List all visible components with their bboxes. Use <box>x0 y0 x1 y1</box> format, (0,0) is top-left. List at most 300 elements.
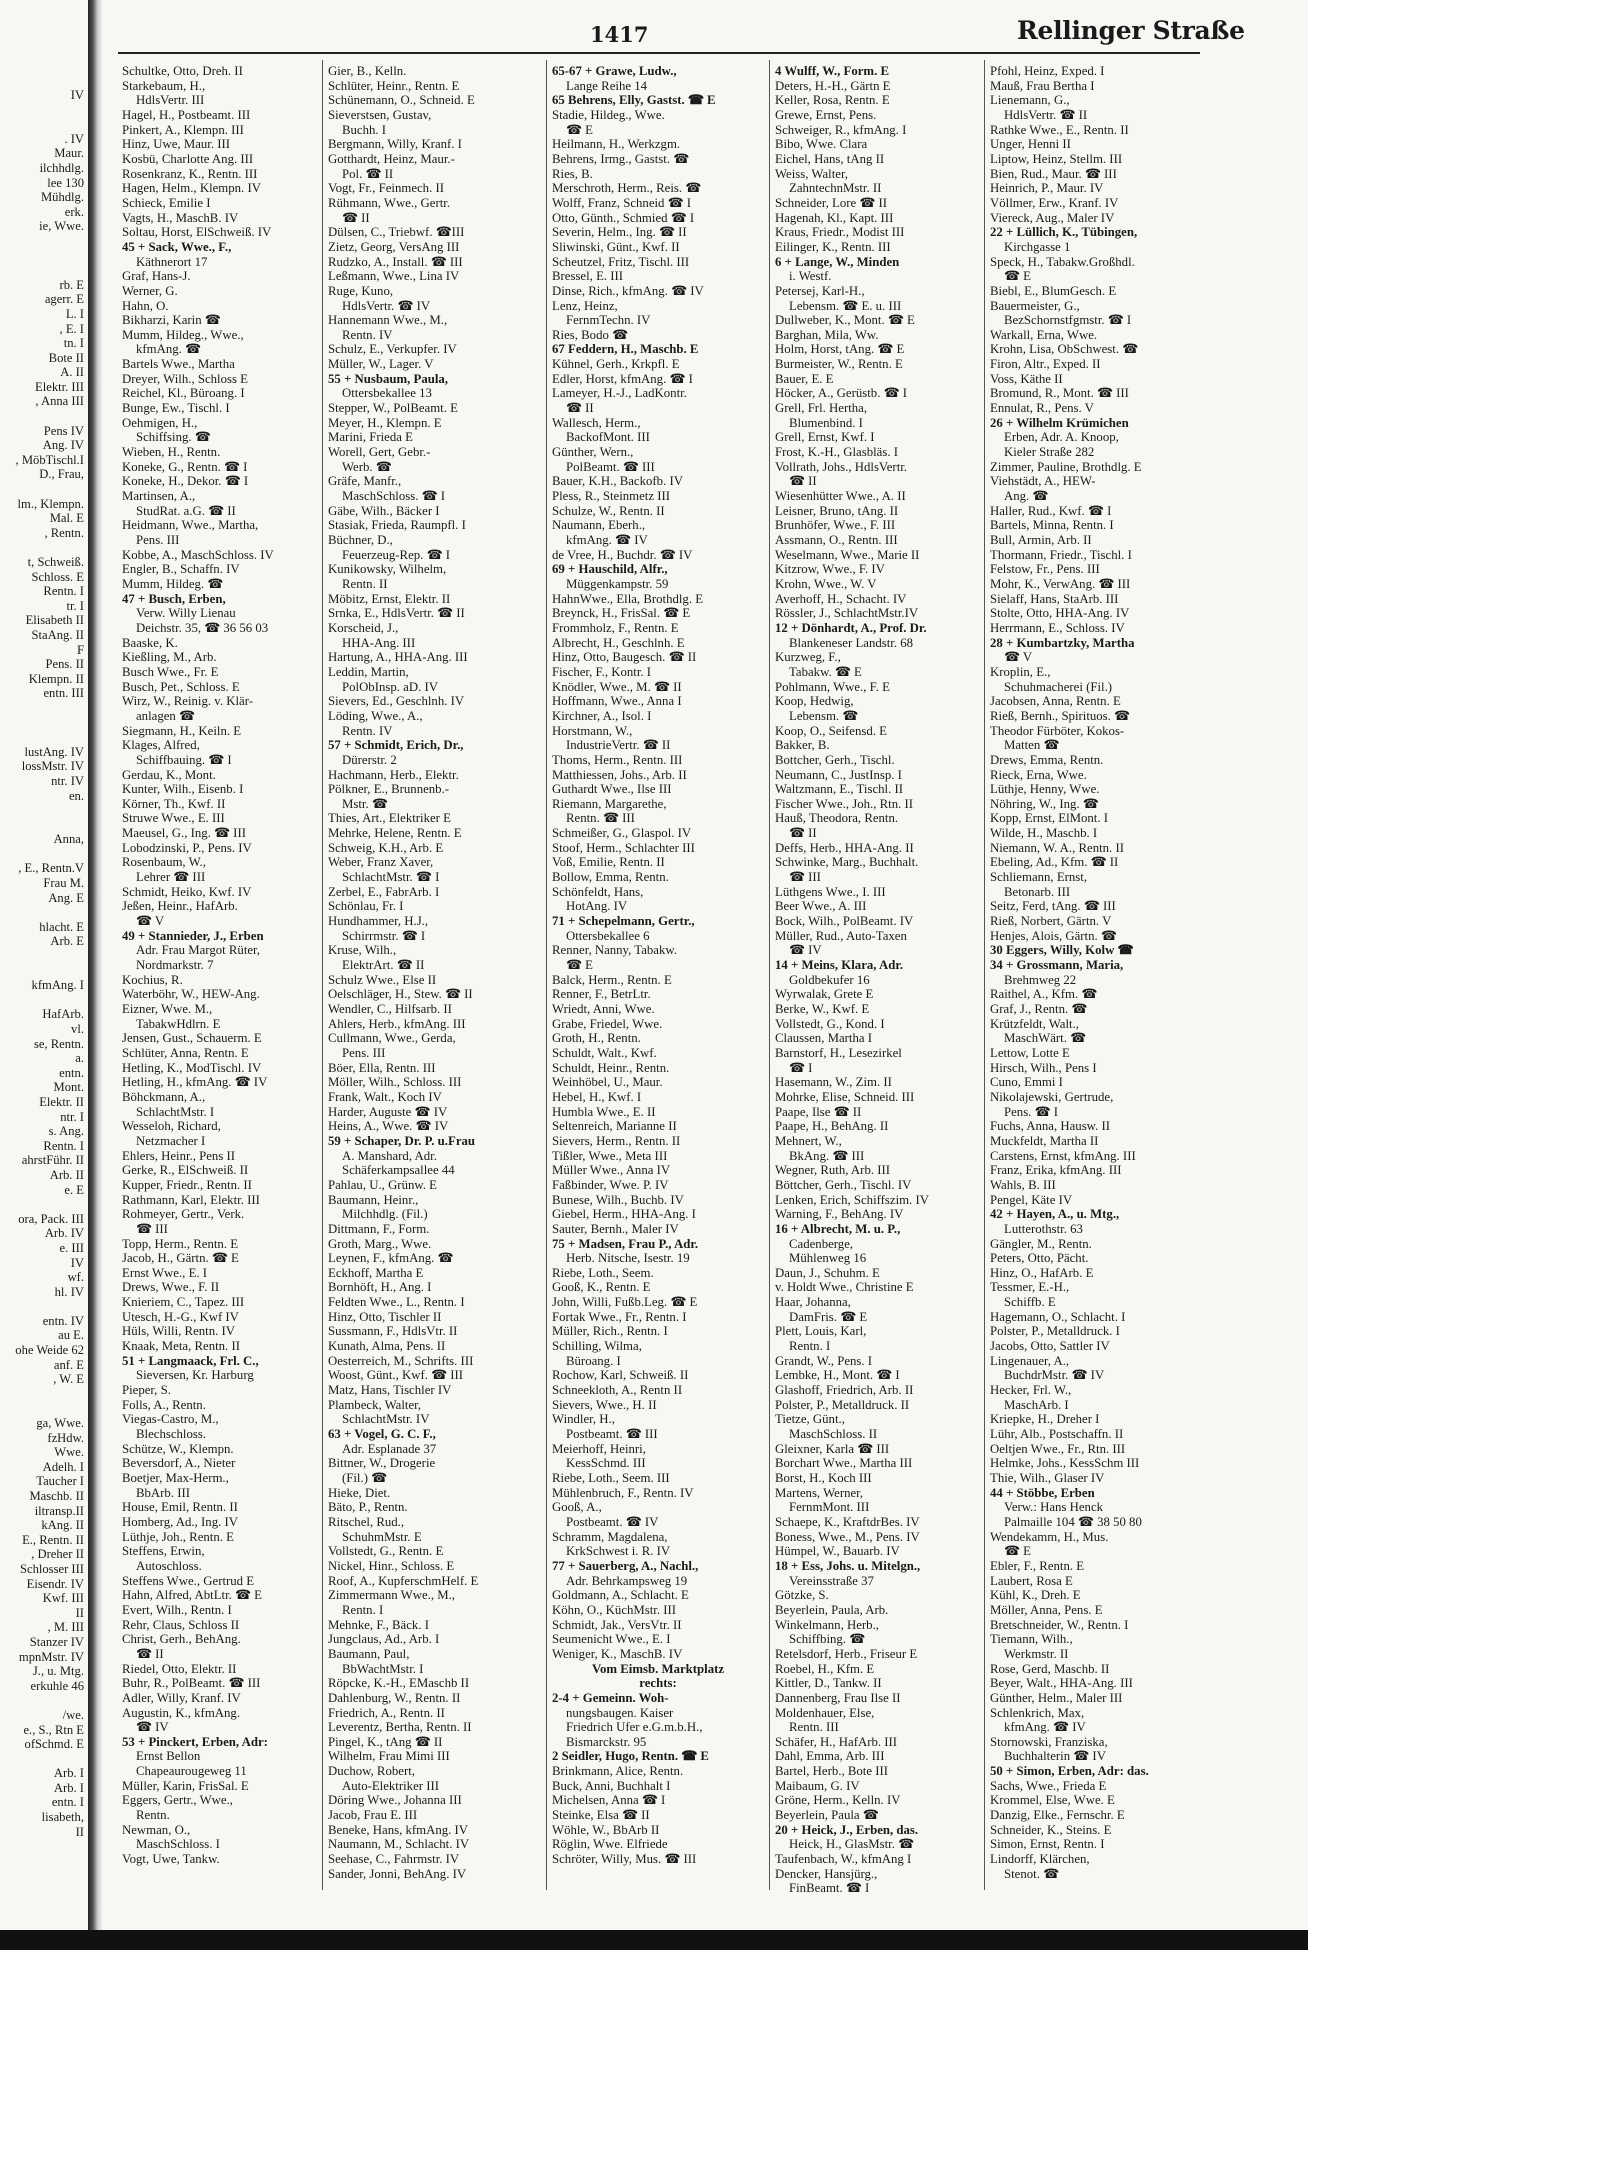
resident-entry: Burmeister, W., Rentn. E <box>775 357 903 372</box>
resident-entry: Autoschloss. <box>136 1558 202 1573</box>
resident-entry: Schweiger, R., kfmAng. I <box>775 122 907 137</box>
resident-entry: Bikharzi, Karin ☎ <box>122 313 221 328</box>
resident-entry: Paape, Ilse ☎ II <box>775 1104 862 1119</box>
resident-entry: Maeusel, G., Ing. ☎ III <box>122 826 246 841</box>
resident-entry: Drews, Emma, Rentn. <box>990 752 1104 767</box>
street-title: Rellinger Straße <box>1017 16 1245 45</box>
resident-entry: Firon, Altr., Exped. II <box>990 357 1101 372</box>
resident-entry: Haar, Johanna, <box>775 1295 851 1310</box>
resident-entry: Fuchs, Anna, Hausw. II <box>990 1119 1111 1134</box>
resident-entry: Schmidt, Jak., VersVtr. II <box>552 1617 682 1632</box>
previous-page-fragment: , E., Rentn.V <box>18 861 84 876</box>
resident-entry: IndustrieVertr. ☎ II <box>566 738 671 753</box>
resident-entry: Winkelmann, Herb., <box>775 1617 879 1632</box>
resident-entry: Wesseloh, Richard, <box>122 1119 221 1134</box>
resident-entry: Adr. Esplanade 37 <box>342 1441 437 1456</box>
previous-page-fragment: A. II <box>60 365 84 380</box>
resident-entry: Cuno, Emmi I <box>990 1075 1063 1090</box>
resident-entry: Hagel, H., Postbeamt. III <box>122 107 251 122</box>
resident-entry: Nickel, Hinr., Schloss. E <box>328 1558 455 1573</box>
resident-entry: Seitz, Ferd, tAng. ☎ III <box>990 899 1116 914</box>
resident-entry: Ang. ☎ <box>1004 489 1049 504</box>
resident-entry: Schmidt, Heiko, Kwf. IV <box>122 884 252 899</box>
resident-entry: SchlachtMstr. IV <box>342 1412 430 1427</box>
resident-entry: Sander, Jonni, BehAng. IV <box>328 1866 467 1881</box>
resident-entry: Bergmann, Willy, Kranf. I <box>328 137 462 152</box>
house-number-entry: 42 + Hayen, A., u. Mtg., <box>990 1207 1120 1222</box>
resident-entry: Jensen, Gust., Schauerm. E <box>122 1031 262 1046</box>
resident-entry: Lutterothstr. 63 <box>1004 1221 1083 1236</box>
resident-entry: Baumann, Heinr., <box>328 1192 419 1207</box>
resident-entry: ☎ I <box>789 1060 813 1075</box>
previous-page-fragment: , W. E <box>53 1372 84 1387</box>
previous-page-fragment: IV <box>70 88 84 102</box>
previous-page-fragment: rb. E <box>59 277 84 292</box>
resident-entry: Srnka, E., HdlsVertr. ☎ II <box>328 606 465 621</box>
resident-entry: Guthardt Wwe., Ilse III <box>552 782 672 797</box>
previous-page-fragment: , Rentn. <box>44 525 84 540</box>
resident-entry: Thie, Wilh., Glaser IV <box>990 1471 1105 1485</box>
previous-page-fragment <box>0 249 88 264</box>
resident-entry: Sievers, Wwe., H. II <box>552 1397 657 1412</box>
resident-entry: Ebeling, Ad., Kfm. ☎ II <box>990 855 1119 870</box>
resident-entry: Gerdau, K., Mont. <box>122 767 216 782</box>
resident-entry: Pens. III <box>342 1045 386 1060</box>
previous-page-fragment: Klempn. II <box>28 671 84 686</box>
resident-entry: Blankeneser Landstr. 68 <box>789 635 914 650</box>
resident-entry: Bakker, B. <box>775 738 830 753</box>
resident-entry: Steffens, Erwin, <box>122 1544 205 1559</box>
resident-entry: Bauermeister, G., <box>990 298 1080 313</box>
previous-page-fragment: Bote II <box>48 350 84 365</box>
previous-page-fragment <box>0 1299 88 1314</box>
resident-entry: KessSchmd. III <box>566 1456 646 1471</box>
resident-entry: Buck, Anni, Buchhalt I <box>552 1778 671 1793</box>
resident-entry: Fischer Wwe., Joh., Rtn. II <box>775 796 914 811</box>
resident-entry: Mohrke, Elise, Schneid. III <box>775 1089 915 1104</box>
resident-entry: Bunge, Ew., Tischl. I <box>122 401 230 416</box>
resident-entry: Schulz, E., Verkupfer. IV <box>328 342 457 357</box>
resident-entry: Augustin, K., kfmAng. <box>122 1705 241 1720</box>
resident-entry: Sievers, Ed., Geschlnh. IV <box>328 694 465 709</box>
resident-entry: Verw.: Hans Henck <box>1004 1500 1104 1515</box>
resident-entry: Waterböhr, W., HEW-Ang. <box>122 987 260 1002</box>
resident-entry: Plett, Louis, Karl, <box>775 1324 867 1339</box>
resident-entry: Naumann, Eberh., <box>552 518 646 533</box>
previous-page-fragment: Maschb. II <box>29 1489 84 1503</box>
resident-entry: Mstr. ☎ <box>342 796 388 811</box>
resident-entry: Weinhöbel, U., Maur. <box>552 1075 663 1090</box>
house-number-entry: 30 Eggers, Willy, Kolw ☎ <box>990 943 1134 958</box>
house-number-entry: 55 + Nusbaum, Paula, <box>328 371 449 386</box>
previous-page-fragment: a. <box>75 1051 84 1066</box>
resident-entry: Hachmann, Herb., Elektr. <box>328 767 459 782</box>
previous-page-fragment <box>0 949 88 964</box>
directory-column-5 <box>990 64 1208 1894</box>
resident-entry: Köhn, O., KüchMstr. III <box>552 1602 677 1617</box>
resident-entry: BackofMont. III <box>566 430 650 445</box>
previous-page-fragment: kfmAng. I <box>31 978 84 993</box>
resident-entry: Schiffb. E <box>1004 1295 1056 1310</box>
resident-entry: Lehrer ☎ III <box>136 870 206 885</box>
resident-entry: Schiffbing. ☎ <box>789 1632 866 1647</box>
resident-entry: Tietze, Günt., <box>775 1412 845 1427</box>
resident-entry: Felstow, Fr., Pens. III <box>990 562 1100 577</box>
previous-page-fragment: lustAng. IV <box>24 744 84 759</box>
resident-entry: PolBeamt. ☎ III <box>566 459 655 474</box>
resident-entry: Gleixner, Karla ☎ III <box>775 1441 890 1456</box>
previous-page-fragment: F <box>76 642 84 657</box>
resident-entry: Helmke, Johs., KessSchm III <box>990 1456 1140 1471</box>
resident-entry: Rieck, Erna, Wwe. <box>990 767 1087 782</box>
resident-entry: Niemann, W. A., Rentn. II <box>990 840 1124 855</box>
resident-entry: Jacob, Frau E. III <box>328 1808 418 1823</box>
previous-page-fragment <box>0 103 88 118</box>
resident-entry: Friedrich Ufer e.G.m.b.H., <box>566 1720 703 1735</box>
resident-entry: Chapeaurougeweg 11 <box>136 1764 247 1779</box>
resident-entry: Rosenkranz, K., Rentn. III <box>122 166 258 181</box>
previous-page-fragment: StaAng. II <box>31 627 84 642</box>
resident-entry: Pinkert, A., Klempn. III <box>122 122 244 137</box>
resident-entry: Buhr, R., PolBeamt. ☎ III <box>122 1676 261 1691</box>
resident-entry: Rühmann, Wwe., Gertr. <box>328 195 451 210</box>
previous-page-fragment: lossMstr. IV <box>21 759 84 774</box>
resident-entry: Graf, J., Rentn. ☎ <box>990 1002 1088 1016</box>
resident-entry: Mumm, Hildeg. ☎ <box>122 576 224 591</box>
resident-entry: Eizner, Wwe. M., <box>122 1002 213 1016</box>
resident-entry: Netzmacher I <box>136 1133 206 1148</box>
resident-entry: Franz, Erika, kfmAng. III <box>990 1163 1122 1178</box>
resident-entry: Neumann, C., JustInsp. I <box>775 767 902 782</box>
resident-entry: Borchart Wwe., Martha III <box>775 1456 913 1471</box>
resident-entry: Grandt, W., Pens. I <box>775 1353 873 1368</box>
house-number-entry: 6 + Lange, W., Minden <box>775 254 900 269</box>
house-number-entry: 44 + Stöbbe, Erben <box>990 1485 1095 1500</box>
resident-entry: Viereck, Aug., Maler IV <box>990 210 1115 225</box>
previous-page-fragment <box>0 1401 88 1416</box>
house-number-entry: 34 + Grossmann, Maria, <box>990 958 1124 973</box>
resident-entry: Hauß, Theodora, Rentn. <box>775 811 899 826</box>
previous-page-fragment: lee 130 <box>47 175 84 190</box>
previous-page-fragment: Arb. I <box>53 1780 84 1795</box>
resident-entry: Schütze, W., Klempn. <box>122 1441 234 1456</box>
resident-entry: Friedrich, A., Rentn. II <box>328 1705 445 1720</box>
resident-entry: Knieriem, C., Tapez. III <box>122 1295 245 1310</box>
resident-entry: Schneider, K., Steins. E <box>990 1822 1112 1837</box>
resident-entry: Thies, Art., Elektriker E <box>328 811 451 826</box>
previous-page-fragment: Rentn. I <box>43 1138 84 1153</box>
resident-entry: PolObInsp. aD. IV <box>342 679 438 694</box>
resident-entry: Eckhoff, Martha E <box>328 1265 424 1280</box>
previous-page-fragment: II <box>75 1824 84 1839</box>
house-number-entry: 65 Behrens, Elly, Gastst. ☎ E <box>552 93 716 108</box>
resident-entry: Kühnel, Gerh., Krkpfl. E <box>552 357 680 372</box>
previous-page-fragment: Pens. II <box>45 657 84 672</box>
previous-page-fragment: Arb. E <box>50 934 84 949</box>
resident-entry: Gerke, R., ElSchweiß. II <box>122 1163 249 1178</box>
resident-entry: MaschSchloss. II <box>789 1427 878 1442</box>
resident-entry: Heilmann, H., Werkzgm. <box>552 137 681 152</box>
resident-entry: Kurzweg, F., <box>775 650 841 665</box>
resident-entry: Wahls, B. III <box>990 1177 1056 1192</box>
resident-entry: Rathmann, Karl, Elektr. III <box>122 1192 260 1207</box>
previous-page-fragment <box>0 1197 88 1212</box>
previous-page-fragment: Elektr. III <box>35 379 84 394</box>
resident-entry: Siegmann, H., Keiln. E <box>122 723 242 738</box>
previous-page-fragment: Eisendr. IV <box>26 1576 84 1591</box>
resident-entry: BbWachtMstr. I <box>342 1661 424 1676</box>
resident-entry: DamFris. ☎ E <box>789 1309 868 1324</box>
resident-entry: Matz, Hans, Tischler IV <box>328 1383 452 1398</box>
previous-page-fragment: ga, Wwe. <box>36 1416 84 1431</box>
resident-entry: Hinz, Uwe, Maur. III <box>122 137 231 152</box>
resident-entry: Sievers, Herm., Rentn. II <box>552 1133 681 1148</box>
resident-entry: Bien, Rud., Maur. ☎ III <box>990 166 1117 181</box>
resident-entry: Horstmann, W., <box>552 723 633 738</box>
previous-page-fragment <box>0 409 88 424</box>
resident-entry: Danzig, Elke., Fernschr. E <box>990 1808 1125 1823</box>
resident-entry: Bartels, Minna, Rentn. I <box>990 518 1114 533</box>
resident-entry: Marini, Frieda E <box>328 430 413 445</box>
resident-entry: Vogt, Uwe, Tankw. <box>122 1852 220 1867</box>
resident-entry: Bäto, P., Rentn. <box>328 1500 408 1515</box>
previous-page-fragment: L. I <box>65 306 84 321</box>
resident-entry: Auto-Elektriker III <box>342 1778 440 1793</box>
previous-page-fragment: Stanzer IV <box>29 1634 84 1649</box>
resident-entry: Woost, Günt., Kwf. ☎ III <box>328 1368 464 1383</box>
resident-entry: Schiffsing. ☎ <box>136 430 211 445</box>
resident-entry: Korscheid, J., <box>328 620 399 635</box>
resident-entry: Moldenhauer, Else, <box>775 1705 875 1720</box>
previous-page-fragment: Schloss. E <box>31 569 84 584</box>
house-number-entry: 69 + Hauschild, Alfr., <box>552 562 668 577</box>
resident-entry: Hartung, A., HHA-Ang. III <box>328 650 468 665</box>
page-number: 1417 <box>590 22 649 47</box>
resident-entry: Körner, Th., Kwf. II <box>122 796 226 811</box>
resident-entry: Henjes, Alois, Gärtn. ☎ <box>990 928 1117 943</box>
resident-entry: SchuhmMstr. E <box>342 1529 422 1544</box>
resident-entry: Wilde, H., Maschb. I <box>990 826 1098 841</box>
previous-page-fragment: , M. III <box>47 1620 84 1635</box>
previous-page-fragment: Elisabeth II <box>25 613 84 628</box>
resident-entry: Thormann, Friedr., Tischl. I <box>990 547 1132 562</box>
resident-entry: Sussmann, F., HdlsVtr. II <box>328 1324 458 1339</box>
resident-entry: Rehr, Claus, Schloss II <box>122 1617 240 1632</box>
resident-entry: Boness, Wwe., M., Pens. IV <box>775 1529 920 1544</box>
resident-entry: Schuldt, Walt., Kwf. <box>552 1045 657 1060</box>
resident-entry: Jacobsen, Anna, Rentn. E <box>990 694 1121 709</box>
resident-entry: Leisner, Bruno, tAng. II <box>775 503 899 518</box>
resident-entry: Adr. Frau Margot Rüter, <box>136 943 261 958</box>
resident-entry: Dahl, Emma, Arb. III <box>775 1749 885 1764</box>
resident-entry: Warkall, Erna, Wwe. <box>990 327 1098 342</box>
resident-entry: Bartel, Herb., Bote III <box>775 1764 888 1779</box>
resident-entry: Möller, Anna, Pens. E <box>990 1602 1103 1617</box>
resident-entry: BezSchornstfgmstr. ☎ I <box>1004 313 1132 328</box>
resident-entry: Topp, Herm., Rentn. E <box>122 1236 239 1251</box>
resident-entry: Beyerlein, Paula ☎ <box>775 1808 879 1823</box>
previous-page-fragment: hlacht. E <box>39 919 84 934</box>
section-heading: rechts: <box>639 1676 677 1691</box>
resident-entry: Baumann, Paul, <box>328 1646 410 1661</box>
resident-entry: Fischer, F., Kontr. I <box>552 664 652 679</box>
previous-page-fragment: Kwf. III <box>42 1591 84 1606</box>
resident-entry: Wegner, Ruth, Arb. III <box>775 1163 891 1178</box>
resident-entry: Barnstorf, H., Lesezirkel <box>775 1045 902 1060</box>
house-number-entry: 51 + Langmaack, Frl. C., <box>122 1353 259 1368</box>
resident-entry: (Fil.) ☎ <box>342 1471 388 1485</box>
previous-page-fragment: Arb. I <box>53 1766 84 1781</box>
house-number-entry: 47 + Busch, Erben, <box>122 591 226 606</box>
resident-entry: Gooß, A., <box>552 1500 602 1515</box>
resident-entry: Windler, H., <box>552 1412 615 1427</box>
resident-entry: Theodor Fürböter, Kokos- <box>990 723 1125 738</box>
resident-entry: Dannenberg, Frau Ilse II <box>775 1690 901 1705</box>
header-rule <box>118 52 1200 54</box>
resident-entry: HotAng. IV <box>566 899 628 914</box>
resident-entry: Boetjer, Max-Herm., <box>122 1471 229 1485</box>
resident-entry: Herb. Nitsche, Isestr. 19 <box>566 1251 690 1266</box>
resident-entry: Koop, O., Seifensd. E <box>775 723 887 738</box>
resident-entry: Pens. ☎ I <box>1004 1104 1058 1119</box>
resident-entry: Mumm, Hildeg., Wwe., <box>122 327 244 342</box>
previous-page-fragment: , Dreher II <box>31 1547 84 1562</box>
resident-entry: Zimmer, Pauline, Brothdlg. E <box>990 459 1142 474</box>
resident-entry: Bollow, Emma, Rentn. <box>552 870 669 885</box>
resident-entry: Lembke, H., Mont. ☎ I <box>775 1368 900 1383</box>
house-number-entry: 16 + Albrecht, M. u. P., <box>775 1221 901 1236</box>
resident-entry: Naumann, M., Schlacht. IV <box>328 1837 470 1852</box>
previous-page-fragment: Schlosser III <box>19 1561 84 1576</box>
resident-entry: Lenken, Erich, Schiffszim. IV <box>775 1192 929 1207</box>
previous-page-fragment: , E. I <box>59 321 84 336</box>
resident-entry: Schneekloth, A., Rentn II <box>552 1383 683 1398</box>
previous-page-fragment <box>0 1693 88 1708</box>
previous-page-fragment: lisabeth, <box>41 1810 84 1825</box>
resident-entry: Wilhelm, Frau Mimi III <box>328 1749 450 1764</box>
resident-entry: Lettow, Lotte E <box>990 1045 1070 1060</box>
resident-entry: Merschroth, Herm., Reis. ☎ <box>552 181 702 196</box>
resident-entry: Scheutzel, Fritz, Tischl. III <box>552 254 690 269</box>
resident-entry: MaschSchloss. ☎ I <box>342 489 446 504</box>
resident-entry: Stolte, Otto, HHA-Ang. IV <box>990 606 1130 621</box>
resident-entry: Dürerstr. 2 <box>342 752 397 767</box>
resident-entry: Grewe, Ernst, Pens. <box>775 107 877 122</box>
resident-entry: Severin, Helm., Ing. ☎ II <box>552 225 687 240</box>
resident-entry: Wyrwalak, Grete E <box>775 987 874 1002</box>
previous-page-fragment: ntr. I <box>60 1109 84 1124</box>
resident-entry: Viegas-Castro, M., <box>122 1412 219 1427</box>
resident-entry: Busch, Pet., Schloss. E <box>122 679 240 694</box>
resident-entry: Eilinger, K., Rentn. III <box>775 239 891 254</box>
resident-entry: Blechschloss. <box>136 1427 207 1442</box>
resident-entry: Schlüter, Anna, Rentn. E <box>122 1045 249 1060</box>
previous-page-fragment: ntr. IV <box>51 773 84 788</box>
resident-entry: Sielaff, Hans, StaArb. III <box>990 591 1119 606</box>
resident-entry: Jungclaus, Ad., Arb. I <box>328 1632 440 1647</box>
resident-entry: Vollrath, Johs., HdlsVertr. <box>775 459 907 474</box>
resident-entry: Krommel, Else, Wwe. E <box>990 1793 1115 1808</box>
resident-entry: Möller, Wilh., Schloss. III <box>328 1075 462 1090</box>
previous-page-fragment <box>0 263 88 278</box>
resident-entry: Graf, Hans-J. <box>122 269 191 284</box>
resident-entry: Haller, Rud., Kwf. ☎ I <box>990 503 1112 518</box>
resident-entry: Schliemann, Ernst, <box>990 870 1088 885</box>
resident-entry: Wirz, W., Reinig. v. Klär- <box>122 694 253 709</box>
resident-entry: Bressel, E. III <box>552 269 624 284</box>
resident-entry: Mauß, Frau Bertha I <box>990 78 1095 93</box>
resident-entry: Polster, P., Metalldruck. II <box>775 1397 910 1412</box>
previous-page-fragment: wf. <box>67 1270 84 1285</box>
resident-entry: Mehnert, W., <box>775 1133 842 1148</box>
resident-entry: Werb. ☎ <box>342 459 392 474</box>
resident-entry: BuchdrMstr. ☎ IV <box>1004 1368 1105 1383</box>
resident-entry: Oesterreich, M., Schrifts. III <box>328 1353 474 1368</box>
column-divider <box>322 60 323 1890</box>
resident-entry: Steinke, Elsa ☎ II <box>552 1808 650 1823</box>
resident-entry: Riedel, Otto, Elektr. II <box>122 1661 237 1676</box>
house-number-entry: 18 + Ess, Johs. u. Mitelgn., <box>775 1558 921 1573</box>
resident-entry: Pol. ☎ II <box>342 166 394 181</box>
resident-entry: MaschSchloss. I <box>136 1837 220 1852</box>
previous-page-fragment: , Anna III <box>35 394 84 409</box>
resident-entry: Mohr, K., VerwAng. ☎ III <box>990 576 1131 591</box>
previous-page-fragment: entn. IV <box>42 1313 84 1328</box>
resident-entry: Ritschel, Rud., <box>328 1514 405 1529</box>
resident-entry: Hetling, K., ModTischl. IV <box>122 1060 262 1075</box>
resident-entry: Rentn. I <box>789 1339 831 1354</box>
resident-entry: Hinz, Otto, Baugesch. ☎ II <box>552 650 697 665</box>
resident-entry: Schlenkrich, Max, <box>990 1705 1085 1720</box>
resident-entry: Berke, W., Kwf. E <box>775 1002 870 1016</box>
resident-entry: Bartels Wwe., Martha <box>122 357 235 372</box>
resident-entry: Rentn. ☎ III <box>566 811 635 826</box>
resident-entry: Rentn. IV <box>342 327 393 342</box>
previous-page-fragment: ilchhdlg. <box>39 160 84 175</box>
resident-entry: Gooß, K., Rentn. E <box>552 1280 651 1295</box>
house-number-entry: 71 + Schepelmann, Gertr., <box>552 914 695 929</box>
resident-entry: Waltzmann, E., Tischl. II <box>775 782 903 797</box>
previous-page-fragment: entn. <box>59 1065 84 1080</box>
resident-entry: Löding, Wwe., A., <box>328 708 423 723</box>
house-number-entry: 2-4 + Gemeinn. Woh- <box>552 1690 669 1705</box>
resident-entry: Kraus, Friedr., Modist III <box>775 225 905 240</box>
resident-entry: Schulz Wwe., Else II <box>328 972 437 987</box>
resident-entry: Völlmer, Erw., Kranf. IV <box>990 195 1119 210</box>
resident-entry: Kopp, Ernst, ElMont. I <box>990 811 1109 826</box>
previous-page-fragment <box>0 1387 88 1402</box>
previous-page-fragment: Taucher I <box>36 1474 84 1489</box>
resident-entry: Kunter, Wilh., Eisenb. I <box>122 782 244 797</box>
resident-entry: Koneke, G., Rentn. ☎ I <box>122 459 248 474</box>
resident-entry: anlagen ☎ <box>136 708 195 723</box>
resident-entry: Müller, Karin, FrisSal. E <box>122 1778 249 1793</box>
previous-page-fragment: agerr. E <box>44 292 84 307</box>
resident-entry: Böttcher, Gerh., Tischl. IV <box>775 1177 912 1192</box>
resident-entry: Kunikowsky, Wilhelm, <box>328 562 447 577</box>
resident-entry: Jeßen, Heinr., HafArb. <box>122 899 238 914</box>
resident-entry: Gotthardt, Heinz, Maur.- <box>328 151 455 166</box>
resident-entry: Rudzko, A., Install. ☎ III <box>328 254 463 269</box>
resident-entry: Ottersbekallee 6 <box>566 928 650 943</box>
previous-page-fragment: ahrstFühr. II <box>21 1153 84 1168</box>
resident-entry: Goldbekufer 16 <box>789 972 870 987</box>
resident-entry: Höcker, A., Gerüstb. ☎ I <box>775 386 907 401</box>
resident-entry: Weiss, Walter, <box>775 166 848 181</box>
resident-entry: Herrmann, E., Schloss. IV <box>990 620 1125 635</box>
previous-page-fragment: Pens IV <box>43 423 84 438</box>
resident-entry: Bauer, E. E <box>775 371 834 386</box>
